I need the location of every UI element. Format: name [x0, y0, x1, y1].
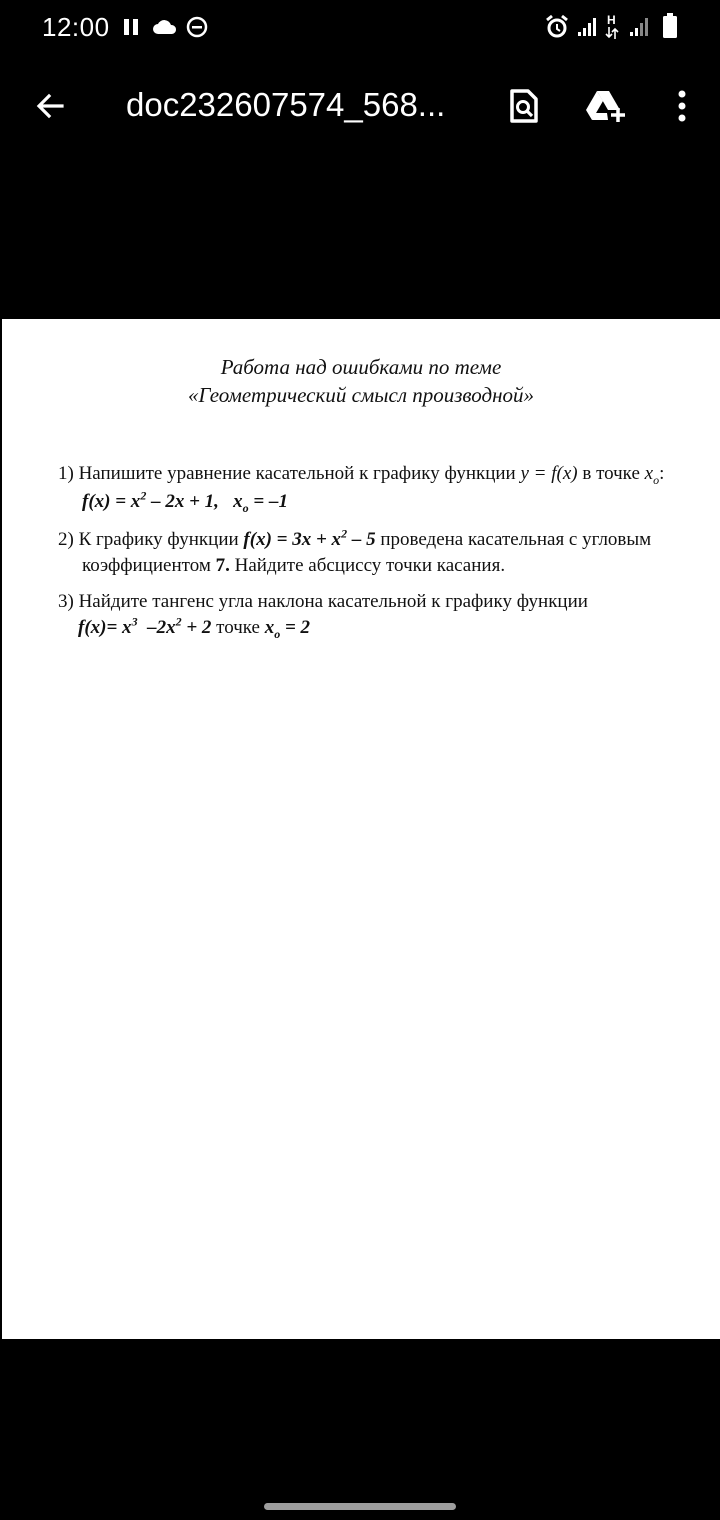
task-text: Найдите абсциссу точки касания. — [234, 555, 506, 576]
more-vert-icon — [677, 90, 687, 122]
network-type-label: H — [607, 13, 616, 27]
task-text: К графику функции — [78, 529, 239, 550]
gesture-nav-handle[interactable] — [264, 1503, 456, 1510]
formula-exponent: 3 — [131, 614, 138, 629]
h-data-icon — [604, 13, 620, 41]
formula-part: + 2 — [181, 617, 212, 638]
arrow-back-icon — [34, 90, 66, 122]
signal-icon-2 — [628, 16, 650, 38]
task-number: 2) — [58, 529, 74, 550]
task-3 — [58, 589, 698, 641]
formula-part: f(x) = x — [82, 491, 141, 512]
task-2-line-1 — [58, 527, 698, 553]
signal-icon — [576, 16, 598, 38]
formula-point-subscript: o — [274, 626, 281, 641]
formula-point: x — [233, 491, 243, 512]
document-heading — [2, 353, 720, 409]
more-options-button[interactable] — [656, 80, 708, 132]
formula-point: x — [264, 617, 275, 638]
task-2 — [58, 527, 698, 579]
app-bar — [0, 56, 720, 156]
status-time: 12:00 — [42, 12, 110, 42]
formula-part: – 5 — [347, 529, 376, 550]
document-title: doc232607574_568... — [126, 86, 446, 123]
task-1-line-1 — [58, 461, 698, 487]
google-drive-add-icon — [585, 89, 627, 123]
slope-value: 7. — [215, 555, 230, 576]
status-bar — [0, 0, 720, 56]
task-text: Напишите уравнение касательной к графику функции — [78, 463, 516, 484]
document-page[interactable] — [2, 319, 720, 1339]
formula-part: f(x)= x — [78, 617, 132, 638]
function-notation: y = f(x) — [520, 463, 578, 484]
task-text-after: в точке — [582, 463, 640, 484]
pause-icon — [122, 18, 140, 36]
task-3-line-1 — [58, 589, 698, 615]
heading-line-2: «Геометрический смысл производной» — [187, 383, 535, 407]
add-to-drive-button[interactable] — [580, 80, 632, 132]
task-1-formula — [58, 489, 698, 515]
task-text-after: проведена касательная с угловым — [380, 529, 652, 550]
task-2-line-2 — [58, 553, 698, 579]
point-subscript: o — [653, 472, 660, 487]
do-not-disturb-icon — [186, 16, 208, 38]
alarm-icon — [544, 14, 570, 40]
task-number: 1) — [58, 463, 74, 484]
formula-exponent: 2 — [341, 526, 348, 541]
task-text: Найдите тангенс угла наклона касательной к графику функции — [78, 591, 588, 612]
search-in-document-icon — [509, 89, 539, 123]
colon: : — [659, 463, 665, 484]
formula-exponent: 2 — [175, 614, 182, 629]
task-3-formula — [58, 615, 698, 641]
formula-point-subscript: o — [242, 500, 249, 515]
cloud-icon — [152, 18, 178, 36]
task-text: точке — [216, 617, 260, 638]
formula-part: – 2x + 1, — [146, 491, 219, 512]
formula-part: f(x) = 3x + x — [243, 529, 342, 550]
task-text: коэффициентом — [82, 555, 211, 576]
heading-line-1: Работа над ошибками по теме — [220, 355, 502, 379]
search-in-document-button[interactable] — [498, 80, 550, 132]
back-button[interactable] — [28, 84, 72, 128]
task-1 — [58, 461, 698, 515]
formula-exponent: 2 — [140, 488, 147, 503]
formula-part: –2x — [142, 617, 176, 638]
battery-icon — [662, 13, 678, 39]
formula-point-value: = –1 — [248, 491, 288, 512]
formula-point-value: = 2 — [280, 617, 311, 638]
data-arrows-icon — [605, 27, 619, 39]
task-number: 3) — [58, 591, 74, 612]
point-symbol: x — [644, 463, 654, 484]
